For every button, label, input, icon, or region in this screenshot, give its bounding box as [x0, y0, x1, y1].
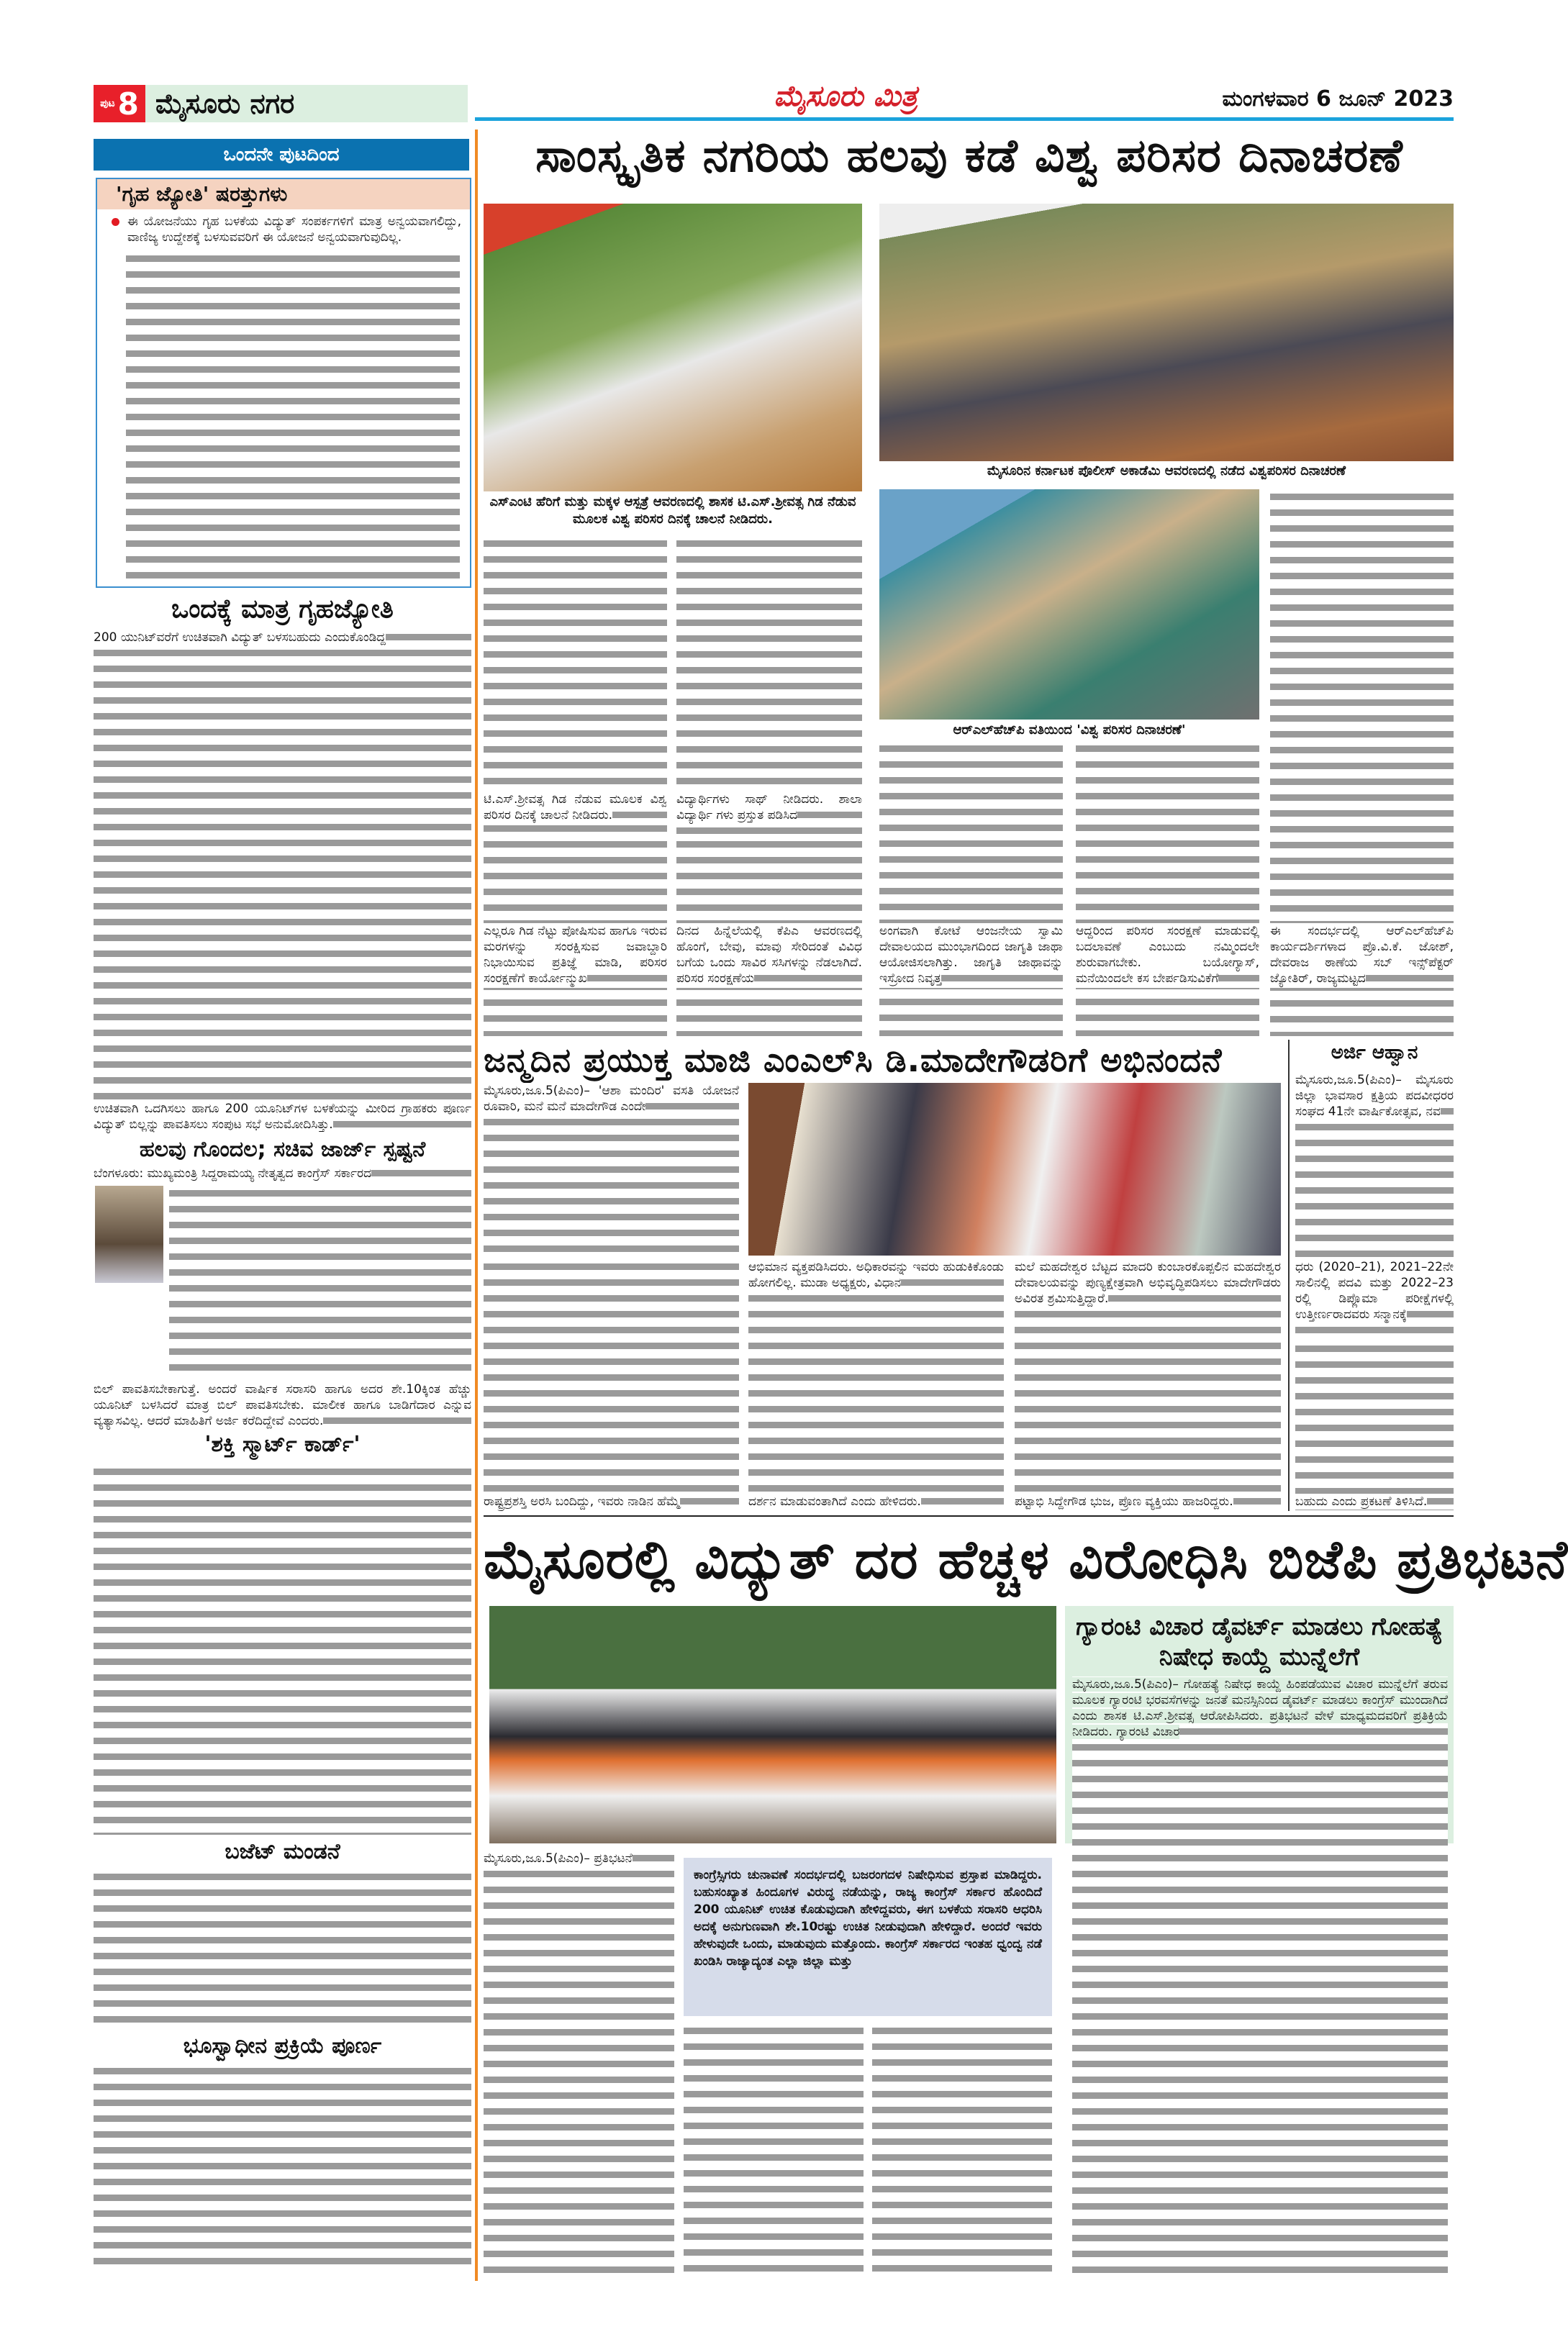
- notice-divider: [1288, 1040, 1290, 1511]
- column-divider: [475, 130, 478, 2281]
- paragraph: ರಾಷ್ಟ್ರಪ್ರಶಸ್ತಿ ಅರಸಿ ಬಂದಿದ್ದು, ಇವರು ನಾಡಿನ ಹೆಮ್ಮೆ: [484, 1494, 680, 1509]
- conditions-box: [96, 178, 471, 588]
- page-section-header: [94, 85, 468, 122]
- story2-column: [748, 1494, 1004, 1510]
- paragraph: ವಿದ್ಯಾರ್ಥಿಗಳು ಸಾಥ್ ನೀಡಿದರು. ಶಾಲಾ ವಿದ್ಯಾರ್ಥಿ ಗಳು ಪ್ರಸ್ತುತ ಪಡಿಸಿದ: [676, 792, 862, 822]
- paragraph: ಅಂಗವಾಗಿ ಕೋಟೆ ಆಂಜನೇಯ ಸ್ವಾಮಿ ದೇವಾಲಯದ ಮುಂಭಾಗದಿಂದ ಜಾಗೃತಿ ಜಾಥಾ ಆಯೋಜಿಸಲಾಗಿತ್ತು. ಜಾಗೃತಿ ಜಾಥಾವನ್ನು ಇಸ್ರೋದ ನಿವೃತ್ತ: [879, 924, 1063, 986]
- story1-column: [484, 923, 667, 988]
- conditions-list: [97, 209, 470, 245]
- story3-column: [684, 2023, 864, 2275]
- photo-caption: ಮೈಸೂರಿನ ಕರ್ನಾಟಕ ಪೊಲೀಸ್ ಅಕಾಡೆಮಿ ಆವರಣದಲ್ಲಿ ನಡೆದ ವಿಶ್ವಪರಿಸರ ದಿನಾಚರಣೆ: [987, 463, 1346, 478]
- story1-column: [879, 923, 1063, 988]
- paragraph: ಮೈಸೂರು,ಜೂ.5(ಪಿಎಂ)– 'ಆಶಾ ಮಂದಿರ' ವಸತಿ ಯೋಜನೆ ರೂವಾರಿ, ಮನೆ ಮನೆ ಮಾದೇಗೌಡ ಎಂದೇ: [484, 1084, 739, 1114]
- left-article-text: [94, 1166, 471, 1181]
- side-story-headline: ಗ್ಯಾರಂಟಿ ವಿಚಾರ ಡೈವರ್ಟ್ ಮಾಡಲು ಗೋಹತ್ಯೆ ನಿಷೇಧ ಕಾಯ್ದೆ ಮುನ್ನೆಲೆಗೆ: [1076, 1612, 1443, 1671]
- left-article-text: [94, 1464, 471, 1835]
- photo-bjp-protest: [489, 1606, 1056, 1843]
- paragraph: ಬಹುದು ಎಂದು ಪ್ರಕಟಣೆ ತಿಳಿಸಿದೆ.: [1295, 1494, 1428, 1509]
- story3-column: [872, 2023, 1052, 2275]
- left-article-text: [94, 1381, 471, 1429]
- pull-quote: ಕಾಂಗ್ರೆಸ್ಸಿಗರು ಚುನಾವಣೆ ಸಂದರ್ಭದಲ್ಲಿ ಬಜರಂಗದಳ ನಿಷೇಧಿಸುವ ಪ್ರಸ್ತಾಪ ಮಾಡಿದ್ದರು. ಬಹುಸಂಖ್ಯಾತ ಹಿಂದೂಗಳ ವಿರುದ್ಧ ನಡೆಯನ್ನು, ರಾಜ್ಯ ಕಾಂಗ್ರೆಸ್ ಸರ್ಕಾರ ಹೊಂದಿದೆ 200 ಯೂನಿಟ್ ಉಚಿತ ಕೊಡುವುದಾಗಿ ಹೇಳಿದ್ದವರು, ಈಗ ಬಳಕೆಯ ಸರಾಸರಿ ಆಧರಿಸಿ ಅದಕ್ಕೆ ಅನುಗುಣವಾಗಿ ಶೇ.10ರಷ್ಟು ಉಚಿತ ನೀಡುವುದಾಗಿ ಹೇಳಿದ್ದಾರೆ. ಅಂದರೆ ಇವರು ಹೇಳುವುದೇ ಒಂದು, ಮಾಡುವುದು ಮತ್ತೊಂದು. ಕಾಂಗ್ರೆಸ್ ಸರ್ಕಾರದ ಇಂತಹ ಧ್ವಂದ್ವ ನಡೆ ಖಂಡಿಸಿ ರಾಜ್ಯಾದ್ಯಂತ ಎಲ್ಲಾ ಜಿಲ್ಲಾ ಮತ್ತು: [684, 1858, 1052, 2016]
- notice-text: [1295, 1259, 1454, 1338]
- left-subheading: ಹಲವು ಗೊಂದಲ; ಸಚಿವ ಜಾರ್ಜ್ ಸ್ಪಷ್ಟನೆ: [139, 1137, 426, 1162]
- paragraph: ಆದ್ದರಿಂದ ಪರಿಸರ ಸಂರಕ್ಷಣೆ ಮಾಡುವಲ್ಲಿ ಬದಲಾವಣೆ ಎಂಬುದು ನಮ್ಮಿಂದಲೇ ಶುರುವಾಗಬೇಕು. ಬಯೋಗ್ಯಾಸ್, ಮನೆಯಿಂದಲೇ ಕಸ ಬೇರ್ಪಡಿಸುವಿಕೆಗೆ: [1076, 924, 1259, 986]
- story2-column: [484, 1083, 739, 1252]
- paragraph: ಆಭಿಮಾನ ವ್ಯಕ್ತಪಡಿಸಿದರು. ಅಧಿಕಾರವನ್ನು ಇವರು ಹುಡುಕಿಕೊಂಡು ಹೋಗಲಿಲ್ಲ. ಮುಡಾ ಅಧ್ಯಕ್ಷರು, ವಿಧಾನ: [748, 1260, 1004, 1290]
- left-article-text: [169, 1186, 471, 1376]
- story2-column: [484, 1259, 739, 1507]
- paragraph: ಪಟ್ಟಾಭಿ ಸಿದ್ದೇಗೌಡ ಭುಜ, ಪ್ರೊಣ ವ್ಯಕ್ತಿಯು ಹಾಜರಿದ್ದರು.: [1015, 1494, 1233, 1509]
- photo-caption: ಎಸ್‌ಎಂಟಿ ಹೆರಿಗೆ ಮತ್ತು ಮಕ್ಕಳ ಆಸ್ಪತ್ರೆ ಆವರಣದಲ್ಲಿ ಶಾಸಕ ಟಿ.ಎಸ್.ಶ್ರೀವತ್ಸ ಗಿಡ ನೆಡುವ ಮೂಲಕ ವಿಶ್ವ ಪರಿಸರ ದಿನಕ್ಕೆ ಚಾಲನೆ ನೀಡಿದರು.: [489, 494, 856, 527]
- paragraph: ಬಿಲ್ ಪಾವತಿಸಬೇಕಾಗುತ್ತೆ. ಅಂದರೆ ವಾರ್ಷಿಕ ಸರಾಸರಿ ಹಾಗೂ ಅದರ ಶೇ.10ಕ್ಕಿಂತ ಹೆಚ್ಚು ಯೂನಿಟ್ ಬಳಸಿದರೆ ಮಾತ್ರ ಬಿಲ್ ಪಾವತಿಸಬೇಕು. ಮಾಲೀಕ ಹಾಗೂ ಬಾಡಿಗೆದಾರ ಎನ್ನುವ ವ್ಯತ್ಯಾಸವಿಲ್ಲ. ಆದರೆ ಮಾಹಿತಿಗೆ ಅರ್ಜಿ ಕರೆದಿದ್ದೇವೆ ಎಂದರು.: [94, 1382, 471, 1428]
- conditions-text-block: [126, 251, 460, 578]
- paragraph: ಧರು (2020–21), 2021–22ನೇ ಸಾಲಿನಲ್ಲಿ ಪದವಿ ಮತ್ತು 2022–23 ರಲ್ಲಿ ಡಿಪ್ಲೊಮಾ ಪರೀಕ್ಷೆಗಳಲ್ಲಿ ಉತ್ತೀರ್ಣರಾದವರು ಸನ್ಮಾನಕ್ಕೆ: [1295, 1260, 1454, 1322]
- paragraph: ದರ್ಶನ ಮಾಡುವಂತಾಗಿದೆ ಎಂದು ಹೇಳಿದರು.: [748, 1494, 921, 1509]
- story2-column: [484, 1494, 739, 1510]
- story3-column: [484, 1851, 674, 2275]
- page-number-badge: [94, 85, 145, 122]
- left-subheading: ಬಜೆಟ್ ಮಂಡನೆ: [225, 1839, 340, 1864]
- section-rule: [484, 1515, 1454, 1517]
- paragraph: ಎಲ್ಲರೂ ಗಿಡ ನೆಟ್ಟು ಪೋಷಿಸುವ ಹಾಗೂ ಇರುವ ಮರಗಳನ್ನು ಸಂರಕ್ಷಿಸುವ ಜವಾಬ್ದಾರಿ ನಿಭಾಯಿಸುವ ಪ್ರತಿಜ್ಞೆ ಮಾಡಿ, ಪರಿಸರ ಸಂರಕ್ಷಣೆಗೆ ಕಾರ್ಯೋನ್ಮುಖ: [484, 924, 667, 986]
- page-number: 8: [117, 86, 139, 122]
- story2-headline: ಜನ್ಮದಿನ ಪ್ರಯುಕ್ತ ಮಾಜಿ ಎಂಎಲ್‌ಸಿ ಡಿ.ಮಾದೇಗೌಡರಿಗೆ ಅಭಿನಂದನೆ: [484, 1040, 1223, 1079]
- paragraph: ಮೈಸೂರು,ಜೂ.5(ಪಿಎಂ)– ಮೈಸೂರು ಜಿಲ್ಲಾ ಭಾವಸಾರ ಕ್ಷತ್ರಿಯ ಪದವೀಧರರ ಸಂಘದ 41ನೇ ವಾರ್ಷಿಕೋತ್ಸವ, ನವ: [1295, 1073, 1454, 1119]
- section-title: ಮೈಸೂರು ನಗರ: [155, 87, 295, 119]
- photo-rlhp-event: [879, 489, 1259, 720]
- photo-police-academy: [879, 204, 1454, 461]
- story3-headline: ಮೈಸೂರಲ್ಲಿ ವಿದ್ಯುತ್ ದರ ಹೆಚ್ಚಳ ವಿರೋಧಿಸಿ ಬಿಜೆಪಿ ಪ್ರತಿಭಟನೆ: [484, 1529, 1568, 1591]
- photo-madegowda-felicitation: [748, 1083, 1281, 1256]
- side-story-text: [1072, 1676, 1448, 2274]
- left-article-text: [94, 630, 471, 1101]
- left-subheading: ಭೂಸ್ವಾಧೀನ ಪ್ರಕ್ರಿಯೆ ಪೂರ್ಣ: [183, 2033, 382, 2059]
- story1-column: [676, 791, 862, 839]
- story1-column: [676, 923, 862, 988]
- minister-portrait: [95, 1186, 163, 1283]
- paragraph: ಉಚಿತವಾಗಿ ಒದಗಿಸಲು ಹಾಗೂ 200 ಯೂನಿಟ್‌ಗಳ ಬಳಕೆಯನ್ನು ಮೀರಿದ ಗ್ರಾಹಕರು ಪೂರ್ಣ ವಿದ್ಯುತ್ ಬಿಲ್ಲನ್ನು ಪಾವತಿಸಲು ಸಂಪುಟ ಸಭೆ ಅನುಮೋದಿಸಿತ್ತು.: [94, 1102, 471, 1132]
- paragraph: ಟಿ.ಎಸ್.ಶ್ರೀವತ್ಸ ಗಿಡ ನೆಡುವ ಮೂಲಕ ವಿಶ್ವ ಪರಿಸರ ದಿನಕ್ಕೆ ಚಾಲನೆ ನೀಡಿದರು.: [484, 792, 667, 822]
- paragraph: ಈ ಸಂದರ್ಭದಲ್ಲಿ ಆರ್‌ಎಲ್‌ಹೆಚ್‌ಪಿ ಕಾರ್ಯದರ್ಶಿಗಳಾದ ಪ್ರೊ.ವಿ.ಕೆ. ಜೋಶ್, ದೇವರಾಜ ಠಾಣೆಯ ಸಬ್ ಇನ್ಸ್‌ಪೆಕ್ಟರ್ ಜ್ಯೋತಿರ್, ರಾಜ್ಯಮಟ್ಟದ: [1270, 924, 1454, 986]
- main-headline: ಸಾಂಸ್ಕೃತಿಕ ನಗರಿಯ ಹಲವು ಕಡೆ ವಿಶ್ವ ಪರಿಸರ ದಿನಾಚರಣೆ: [535, 130, 1403, 183]
- issue-date: ಮಂಗಳವಾರ 6 ಜೂನ್ 2023: [1222, 86, 1454, 112]
- photo-caption: ಆರ್‌ಎಲ್‌ಹೆಚ್‌ಪಿ ವತಿಯಿಂದ 'ವಿಶ್ವ ಪರಿಸರ ದಿನಾಚರಣೆ': [953, 722, 1186, 738]
- photo-tree-planting-hospital: [484, 204, 862, 491]
- paragraph: ಬೆಂಗಳೂರು: ಮುಖ್ಯಮಂತ್ರಿ ಸಿದ್ದರಾಮಯ್ಯ ನೇತೃತ್ವದ ಕಾಂಗ್ರೆಸ್ ಸರ್ಕಾರದ: [94, 1166, 372, 1181]
- notice-title: ಅರ್ಜಿ ಆಹ್ವಾನ: [1331, 1042, 1418, 1063]
- left-article-text: [94, 2064, 471, 2272]
- story2-column: [1015, 1494, 1281, 1510]
- paragraph: ದಿನದ ಹಿನ್ನೆಲೆಯಲ್ಲಿ ಕೆಪಿಎ ಆವರಣದಲ್ಲಿ ಹೊಂಗೆ, ಬೇವು, ಮಾವು ಸೇರಿದಂತೆ ವಿವಿಧ ಬಗೆಯ ಒಂದು ಸಾವಿರ ಸಸಿಗಳನ್ನು ನೆಡಲಾಗಿದೆ. ಪರಿಸರ ಸಂರಕ್ಷಣೆಯ: [676, 924, 862, 986]
- conditions-title: 'ಗೃಹ ಜ್ಯೋತಿ' ಷರತ್ತುಗಳು: [97, 179, 470, 209]
- condition-item: ಈ ಯೋಜನೆಯು ಗೃಹ ಬಳಕೆಯ ವಿದ್ಯುತ್ ಸಂಪರ್ಕಗಳಿಗೆ ಮಾತ್ರ ಅನ್ವಯವಾಗಲಿದ್ದು, ವಾಣಿಜ್ಯ ಉದ್ದೇಶಕ್ಕೆ ಬಳಸುವವರಿಗೆ ಈ ಯೋಜನೆ ಅನ್ವಯವಾಗುವುದಿಲ್ಲ.: [109, 214, 461, 245]
- story1-column: [1270, 923, 1454, 988]
- left-article-text: [94, 1869, 471, 2031]
- story1-column: [484, 791, 667, 823]
- story1-column: [879, 741, 1063, 1036]
- newspaper-logo: ಮೈಸೂರು ಮಿತ್ರ: [774, 79, 917, 113]
- paragraph: 200 ಯುನಿಟ್‌ವರೆಗೆ ಉಚಿತವಾಗಿ ವಿದ್ಯುತ್ ಬಳಸಬಹುದು ಎಂದುಕೊಂಡಿದ್ದ: [94, 630, 386, 645]
- story1-column: [1076, 741, 1259, 1036]
- page-label: ಪುಟ: [100, 98, 115, 109]
- left-subheading: 'ಶಕ್ತಿ ಸ್ಮಾರ್ಟ್ ಕಾರ್ಡ್': [204, 1432, 361, 1457]
- paragraph: ಮಲೆ ಮಹದೇಶ್ವರ ಬೆಟ್ಟದ ಮಾದರಿ ಕುಂಬಾರಕೊಪ್ಪಲಿನ ಮಹದೇಶ್ವರ ದೇವಾಲಯವನ್ನು ಪುಣ್ಯಕ್ಷೇತ್ರವಾಗಿ ಅಭಿವೃದ್ಧಿಪಡಿಸಲು ಮಾದೇಗೌಡರು ಅವಿರತ ಶ್ರಮಿಸುತ್ತಿದ್ದಾರೆ.: [1015, 1260, 1281, 1306]
- header-divider: [475, 117, 1454, 121]
- notice-text: [1295, 1494, 1454, 1510]
- story2-column: [748, 1259, 1004, 1507]
- story2-column: [1015, 1259, 1281, 1507]
- paragraph: ಮೈಸೂರು,ಜೂ.5(ಪಿಎಂ)– ಗೋಹತ್ಯೆ ನಿಷೇಧ ಕಾಯ್ದೆ ಹಿಂಪಡೆಯುವ ವಿಚಾರ ಮುನ್ನೆಲೆಗೆ ತರುವ ಮೂಲಕ ಗ್ಯಾರಂಟಿ ಭರವಸೆಗಳನ್ನು ಜನತೆ ಮನಸ್ಸಿನಿಂದ ಡೈವರ್ಟ್ ಮಾಡಲು ಕಾಂಗ್ರೆಸ್ ಮುಂದಾಗಿದೆ ಎಂದು ಶಾಸಕ ಟಿ.ಎಸ್.ಶ್ರೀವತ್ಸ ಆರೋಪಿಸಿದರು. ಪ್ರತಿಭಟನೆ ವೇಳೆ ಮಾಧ್ಯಮದವರಿಗೆ ಪ್ರತಿಕ್ರಿಯೆ ನೀಡಿದರು. ಗ್ಯಾರಂಟಿ ವಿಚಾರ: [1072, 1677, 1448, 1739]
- story1-column: [1076, 923, 1259, 988]
- continued-banner: ಒಂದನೇ ಪುಟದಿಂದ: [94, 139, 469, 171]
- left-article-text: [94, 1101, 471, 1133]
- left-headline: ಒಂದಕ್ಕೆ ಮಾತ್ರ ಗೃಹಜ್ಯೋತಿ: [171, 594, 394, 624]
- paragraph: ಮೈಸೂರು,ಜೂ.5(ಪಿಎಂ)– ಪ್ರತಿಭಟನೆ: [484, 1851, 633, 1866]
